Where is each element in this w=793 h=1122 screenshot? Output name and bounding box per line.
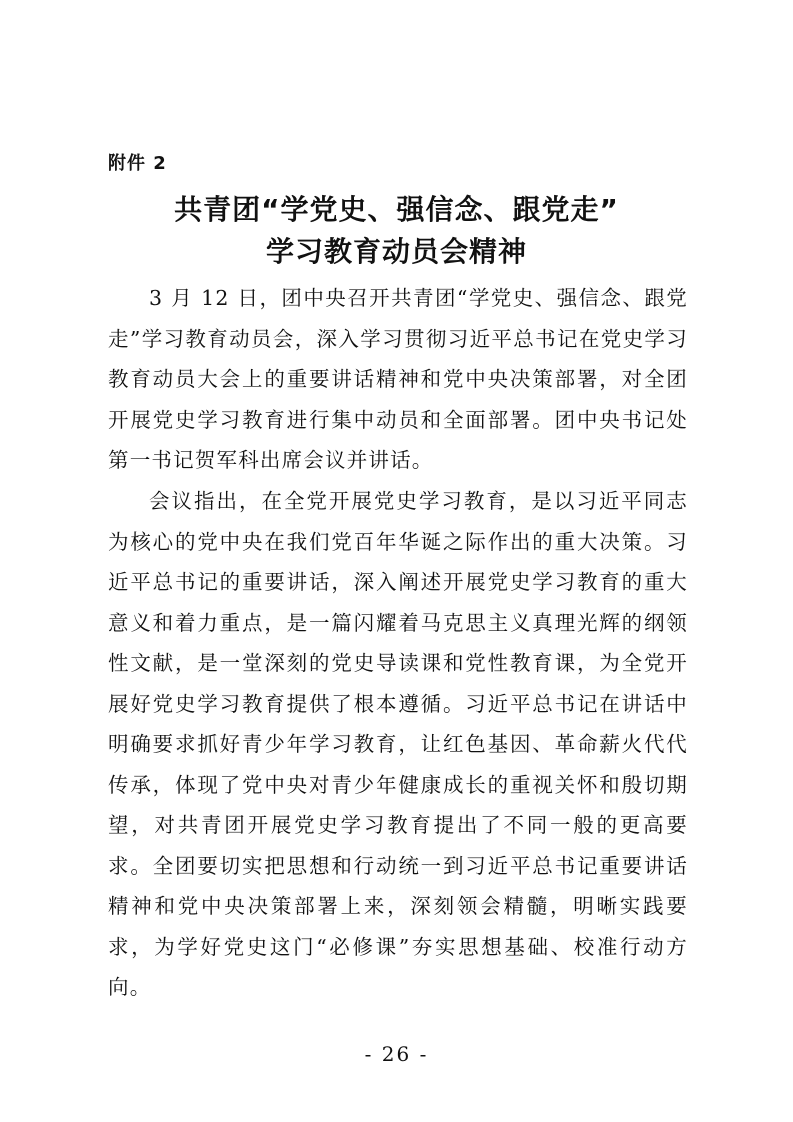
document-title-line-1: 共青团“学党史、强信念、跟党走” [174,193,619,226]
paragraph-1: 3 月 12 日，团中央召开共青团“学党史、强信念、跟党走”学习教育动员会，深入学习贯彻习近平总书记在党史学习教育动员大会上的重要讲话精神和党中央决策部署，对全团开展党史学习教育进行集中动员和全面部署。团中央书记处第一书记贺军科出席会议并讲话。 [108,286,688,472]
paragraph-2: 会议指出，在全党开展党史学习教育，是以习近平同志为核心的党中央在我们党百年华诞之际作出的重大决策。习近平总书记的重要讲话，深入阐述开展党史学习教育的重大意义和着力重点，是一篇闪耀着马克思主义真理光辉的纲领性文献，是一堂深刻的党史导读课和党性教育课，为全党开展好党史学习教育提供了根本遵循。习近平总书记在讲话中明确要求抓好青少年学习教育，让红色基因、革命薪火代代传承，体现了党中央对青少年健康成长的重视关怀和殷切期望，对共青团开展党史学习教育提出了不同一般的更高要求。全团要切实把思想和行动统一到习近平总书记重要讲话精神和党中央决策部署上来，深刻领会精髓，明晰实践要求，为学好党史这门“必修课”夯实思想基础、校准行动方向。 [108,489,688,999]
document-title-line-2: 学习教育动员会精神 [265,235,527,268]
document-body [108,278,688,1008]
page-number: - 26 - [364,1042,429,1066]
attachment-label: 附件 2 [108,153,167,174]
